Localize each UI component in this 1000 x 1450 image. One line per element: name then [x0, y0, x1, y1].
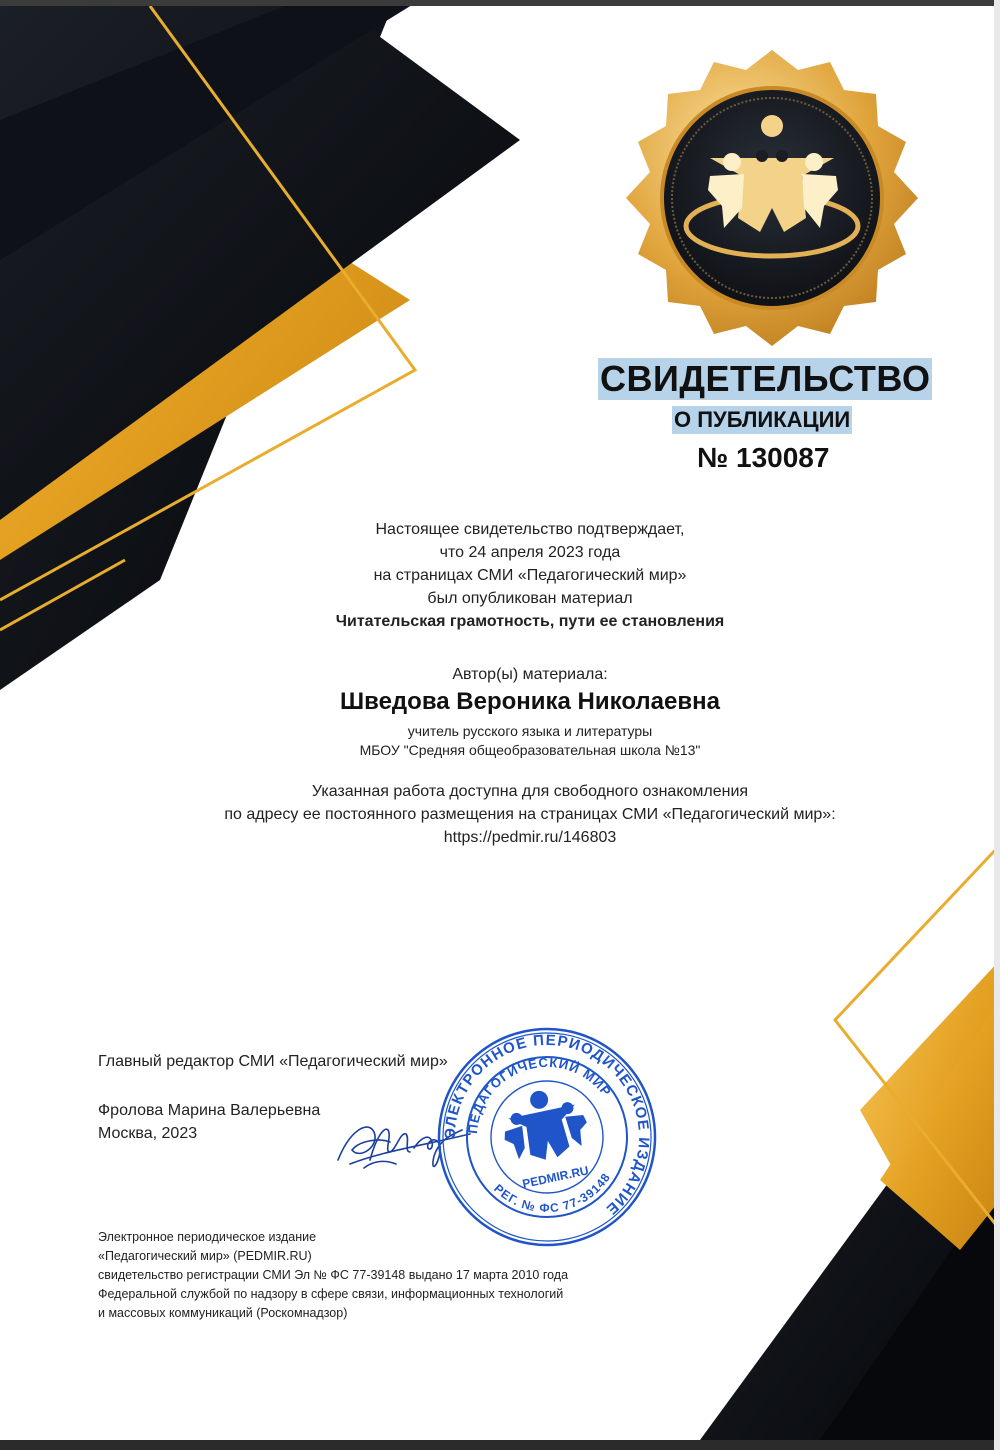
- confirmation-line-3: на страницах СМИ «Педагогический мир»: [373, 567, 687, 584]
- stamp-inner-text: ПЕДАГОГИЧЕСКИЙ МИР: [464, 1054, 615, 1135]
- editor-city-year: Москва, 2023: [98, 1125, 198, 1142]
- confirmation-text: [150, 518, 910, 633]
- author-name: Шведова Вероника Николаевна: [340, 688, 720, 715]
- emblem-badge: [622, 48, 922, 348]
- footer-line-3: свидетельство регистрации СМИ Эл № ФС 77-39148 выдано 17 марта 2010 года: [98, 1268, 569, 1282]
- footer-line-5: и массовых коммуникаций (Роскомнадзор): [98, 1306, 348, 1320]
- publication-url[interactable]: https://pedmir.ru/146803: [443, 829, 617, 846]
- certificate-number: № 130087: [697, 442, 830, 473]
- stamp-reg-text: РЕГ. № ФС 77-39148: [491, 1170, 614, 1216]
- stamp-outer-text: ЭЛЕКТРОННОЕ ПЕРИОДИЧЕСКОЕ ИЗДАНИЕ: [441, 1031, 653, 1219]
- certificate-title: СВИДЕТЕЛЬСТВО: [600, 358, 931, 399]
- footer-line-1: Электронное периодическое издание: [98, 1230, 317, 1244]
- editor-name: Фролова Марина Валерьевна: [98, 1102, 321, 1119]
- access-line-2: по адресу ее постоянного размещения на страницах СМИ «Педагогический мир»:: [224, 806, 836, 823]
- editor-role: Главный редактор СМИ «Педагогический мир»: [98, 1053, 448, 1070]
- registration-footer: [98, 1228, 568, 1323]
- material-title: Читательская грамотность, пути ее становления: [335, 613, 725, 630]
- author-position: учитель русского языка и литературы: [407, 723, 653, 739]
- footer-line-4: Федеральной службой по надзору в сфере связи, информационных технологий: [98, 1287, 564, 1301]
- author-school: МБОУ "Средняя общеобразовательная школа №13": [359, 742, 701, 758]
- stamp-site-text: PEDMIR.RU: [521, 1163, 590, 1191]
- confirmation-line-4: был опубликован материал: [427, 590, 633, 607]
- certificate-subtitle: О ПУБЛИКАЦИИ: [674, 407, 851, 432]
- confirmation-line-2: что 24 апреля 2023 года: [439, 544, 621, 561]
- footer-line-2: «Педагогический мир» (PEDMIR.RU): [98, 1249, 312, 1263]
- official-stamp: [432, 1022, 662, 1252]
- access-text: [150, 780, 910, 849]
- access-line-1: Указанная работа доступна для свободного ознакомления: [311, 783, 749, 800]
- authors-label: Автор(ы) материала:: [452, 666, 608, 683]
- confirmation-line-1: Настоящее свидетельство подтверждает,: [375, 521, 685, 538]
